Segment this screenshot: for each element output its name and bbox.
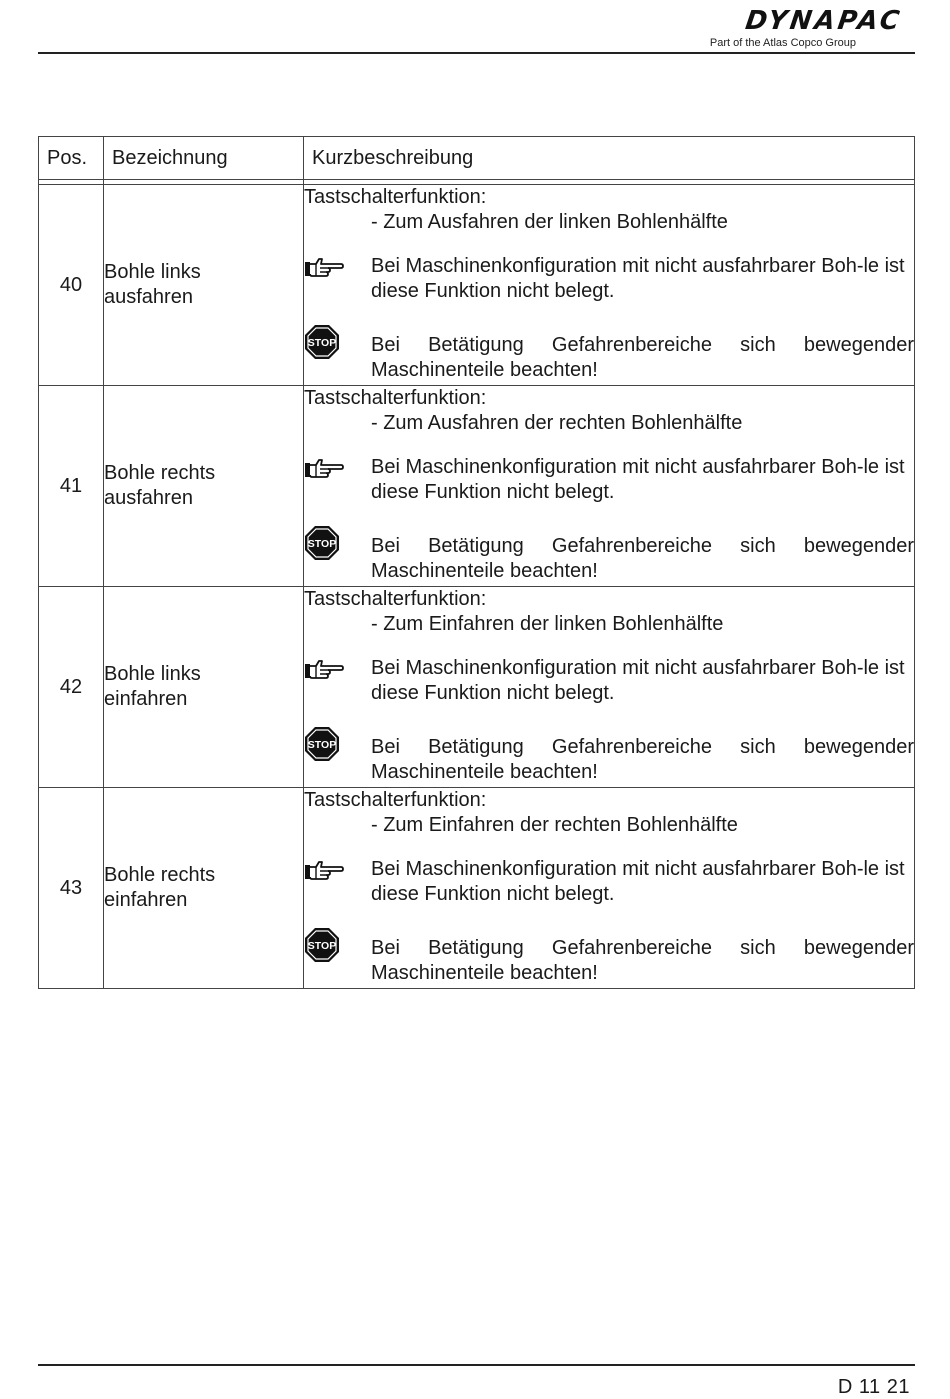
warning-text: Bei Betätigung Gefahrenbereiche sich bewegender Maschinenteile beachten! xyxy=(371,736,914,783)
function-label: Tastschalterfunktion: xyxy=(304,789,487,811)
note-text: Bei Maschinenkonfiguration mit nicht ausfahrbarer Boh-le ist diese Funktion nicht belegt. xyxy=(371,858,905,905)
table-row xyxy=(39,185,915,386)
note-block xyxy=(304,656,914,706)
warning-block xyxy=(304,735,914,785)
item-description xyxy=(304,185,915,386)
item-name-line1: Bohle links xyxy=(104,663,201,685)
item-name xyxy=(104,185,304,386)
warning-block xyxy=(304,936,914,986)
function-label: Tastschalterfunktion: xyxy=(304,387,487,409)
brand-logo-text: DYNAPAC xyxy=(743,6,905,36)
function-item: - Zum Einfahren der rechten Bohlenhälfte xyxy=(371,814,738,836)
warning-block xyxy=(304,534,914,584)
table-row xyxy=(39,788,915,989)
stop-sign-icon xyxy=(304,927,340,963)
stop-sign-label: STOP xyxy=(307,337,337,349)
stop-sign-label: STOP xyxy=(307,739,337,751)
note-block xyxy=(304,254,914,304)
warning-block xyxy=(304,333,914,383)
pointing-hand-icon xyxy=(304,859,344,881)
page-number: D 11 21 xyxy=(837,1376,910,1398)
brand-logo xyxy=(642,6,905,49)
note-block xyxy=(304,455,914,505)
column-header-description: Kurzbeschreibung xyxy=(304,137,915,180)
brand-tagline: Part of the Atlas Copco Group xyxy=(709,37,856,49)
note-text: Bei Maschinenkonfiguration mit nicht ausfahrbarer Boh-le ist diese Funktion nicht belegt. xyxy=(371,657,905,704)
warning-text: Bei Betätigung Gefahrenbereiche sich bewegender Maschinenteile beachten! xyxy=(371,535,914,582)
stop-sign-icon xyxy=(304,525,340,561)
note-block xyxy=(304,857,914,907)
table-header-row xyxy=(39,137,915,180)
stop-sign-label: STOP xyxy=(307,940,337,952)
item-name xyxy=(104,386,304,587)
item-description xyxy=(304,587,915,788)
column-header-name: Bezeichnung xyxy=(104,137,304,180)
pointing-hand-icon xyxy=(304,457,344,479)
item-name-line2: ausfahren xyxy=(104,487,193,509)
position-number: 43 xyxy=(39,788,104,989)
table-row xyxy=(39,587,915,788)
note-text: Bei Maschinenkonfiguration mit nicht ausfahrbarer Boh-le ist diese Funktion nicht belegt. xyxy=(371,456,905,503)
item-name-line1: Bohle rechts xyxy=(104,462,216,484)
column-header-pos: Pos. xyxy=(39,137,104,180)
item-name-line1: Bohle links xyxy=(104,261,201,283)
function-item: - Zum Ausfahren der rechten Bohlenhälfte xyxy=(371,412,743,434)
item-name xyxy=(104,788,304,989)
pointing-hand-icon xyxy=(304,256,344,278)
position-number: 42 xyxy=(39,587,104,788)
warning-text: Bei Betätigung Gefahrenbereiche sich bewegender Maschinenteile beachten! xyxy=(371,937,914,984)
item-name-line2: ausfahren xyxy=(104,286,193,308)
item-name xyxy=(104,587,304,788)
pointing-hand-icon xyxy=(304,658,344,680)
item-name-line1: Bohle rechts xyxy=(104,864,216,886)
stop-sign-icon xyxy=(304,726,340,762)
item-description xyxy=(304,788,915,989)
header-divider xyxy=(38,52,915,54)
function-label: Tastschalterfunktion: xyxy=(304,588,487,610)
position-number: 41 xyxy=(39,386,104,587)
stop-sign-icon xyxy=(304,324,340,360)
note-text: Bei Maschinenkonfiguration mit nicht ausfahrbarer Boh-le ist diese Funktion nicht belegt. xyxy=(371,255,905,302)
stop-sign-label: STOP xyxy=(307,538,337,550)
item-description xyxy=(304,386,915,587)
function-table xyxy=(38,136,915,989)
footer-divider xyxy=(38,1364,915,1366)
function-item: - Zum Ausfahren der linken Bohlenhälfte xyxy=(371,211,728,233)
table-row xyxy=(39,386,915,587)
position-number: 40 xyxy=(39,185,104,386)
item-name-line2: einfahren xyxy=(104,688,188,710)
item-name-line2: einfahren xyxy=(104,889,188,911)
function-label: Tastschalterfunktion: xyxy=(304,186,487,208)
warning-text: Bei Betätigung Gefahrenbereiche sich bewegender Maschinenteile beachten! xyxy=(371,334,914,381)
function-item: - Zum Einfahren der linken Bohlenhälfte xyxy=(371,613,724,635)
